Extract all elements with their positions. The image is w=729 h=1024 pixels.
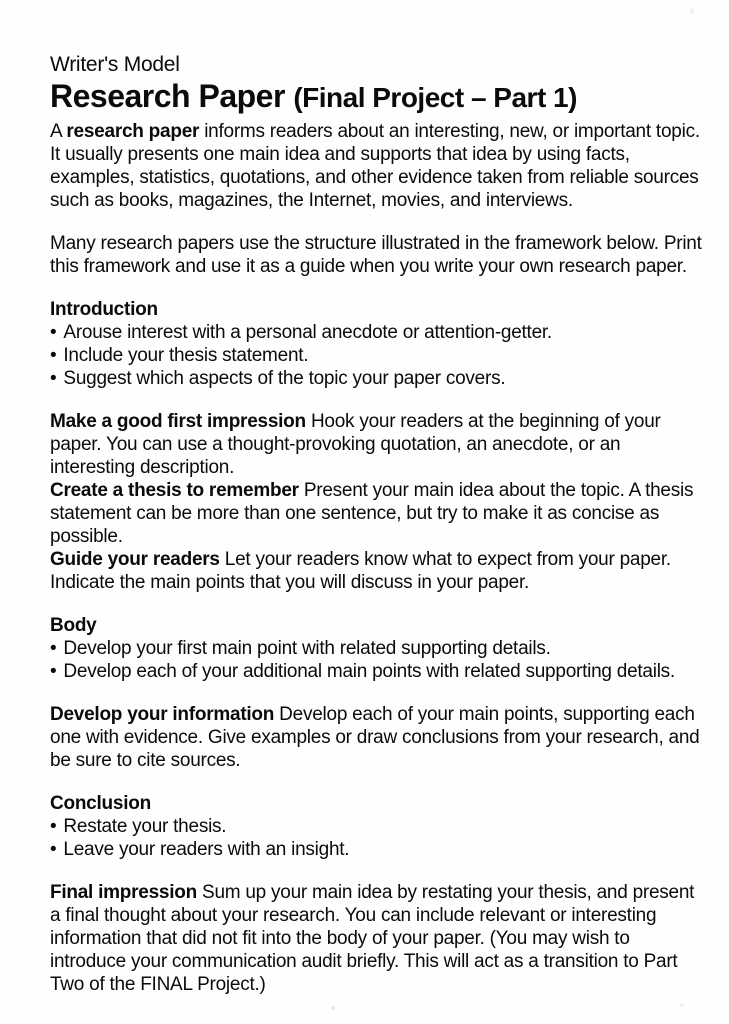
tip-text: Sum up your main idea by restating your thesis, and present a final thought about your research. You can include relevant or interesting information that did not fit into the body of your paper. (You may wish to introduce your communication audit briefly. This will act as a transition to Part Two of the FINAL Project.): [50, 882, 695, 995]
tip-label: Final impression: [50, 882, 197, 903]
section-heading: Body: [50, 615, 97, 636]
tip-group: [50, 881, 705, 996]
tip-text: Develop each of your main points, supporting each one with evidence. Give examples or draw conclusions from your research, and be sure to cite sources.: [50, 704, 700, 771]
tip-label: Develop your information: [50, 704, 275, 725]
tip-paragraph: [50, 479, 705, 548]
bullet-list: [50, 321, 705, 390]
list-item: [50, 637, 705, 660]
bullet-marker: •: [50, 839, 57, 860]
section-body: [50, 614, 705, 772]
tip-label: Create a thesis to remember: [50, 480, 299, 501]
tip-text: Let your readers know what to expect from your paper. Indicate the main points that you will discuss in your paper.: [50, 549, 671, 593]
bullet-marker: •: [50, 638, 57, 659]
intro-paragraph: [50, 120, 705, 212]
bullet-marker: •: [50, 345, 57, 366]
intro-pre: A: [50, 121, 62, 142]
tip-paragraph: [50, 548, 705, 594]
scan-speck: [690, 8, 694, 14]
intro-bold-term: research paper: [66, 121, 200, 142]
bullet-marker: •: [50, 368, 57, 389]
tip-paragraph: [50, 410, 705, 479]
bullet-text: Include your thesis statement.: [63, 345, 309, 366]
list-item: [50, 344, 705, 367]
document-eyebrow: Writer's Model: [50, 53, 180, 76]
list-item: [50, 321, 705, 344]
bullet-text: Suggest which aspects of the topic your paper covers.: [63, 368, 506, 389]
tip-group: [50, 410, 705, 594]
section-introduction: [50, 298, 705, 594]
bullet-text: Develop your first main point with related supporting details.: [63, 638, 551, 659]
intro-rest: informs readers about an interesting, new, or important topic. It usually presents one main idea and supports that idea by using facts, examples, statistics, quotations, and other evidence taken from reliable sources such as books, magazines, the Internet, movies, and interviews.: [50, 121, 700, 211]
bullet-marker: •: [50, 322, 57, 343]
page-title: [50, 77, 705, 117]
scan-speck: [679, 1004, 684, 1007]
list-item: [50, 815, 705, 838]
bullet-text: Arouse interest with a personal anecdote or attention-getter.: [63, 322, 552, 343]
bullet-marker: •: [50, 661, 57, 682]
section-heading: Introduction: [50, 299, 158, 320]
scan-speck: [331, 1006, 335, 1010]
list-item: [50, 367, 705, 390]
section-conclusion: [50, 792, 705, 996]
tip-label: Make a good first impression: [50, 411, 306, 432]
bullet-marker: •: [50, 816, 57, 837]
list-item: [50, 660, 705, 683]
bullet-list: [50, 815, 705, 861]
tip-label: Guide your readers: [50, 549, 220, 570]
tip-paragraph: [50, 881, 705, 996]
bullet-text: Develop each of your additional main points with related supporting details.: [63, 661, 675, 682]
document-content: [50, 52, 705, 996]
page-title-main: Research Paper: [50, 78, 285, 114]
tip-paragraph: [50, 703, 705, 772]
page-title-suffix: (Final Project – Part 1): [293, 82, 577, 113]
tip-text: Hook your readers at the beginning of your paper. You can use a thought-provoking quotation, an anecdote, or an interesting description.: [50, 411, 661, 478]
section-heading: Conclusion: [50, 793, 151, 814]
list-item: [50, 838, 705, 861]
tip-group: [50, 703, 705, 772]
bullet-text: Restate your thesis.: [63, 816, 227, 837]
framework-note: Many research papers use the structure illustrated in the framework below. Print this framework and use it as a guide when you write your own research paper.: [50, 233, 702, 277]
bullet-list: [50, 637, 705, 683]
tip-text: Present your main idea about the topic. A thesis statement can be more than one sentence, but try to make it as concise as possible.: [50, 480, 694, 547]
bullet-text: Leave your readers with an insight.: [63, 839, 350, 860]
